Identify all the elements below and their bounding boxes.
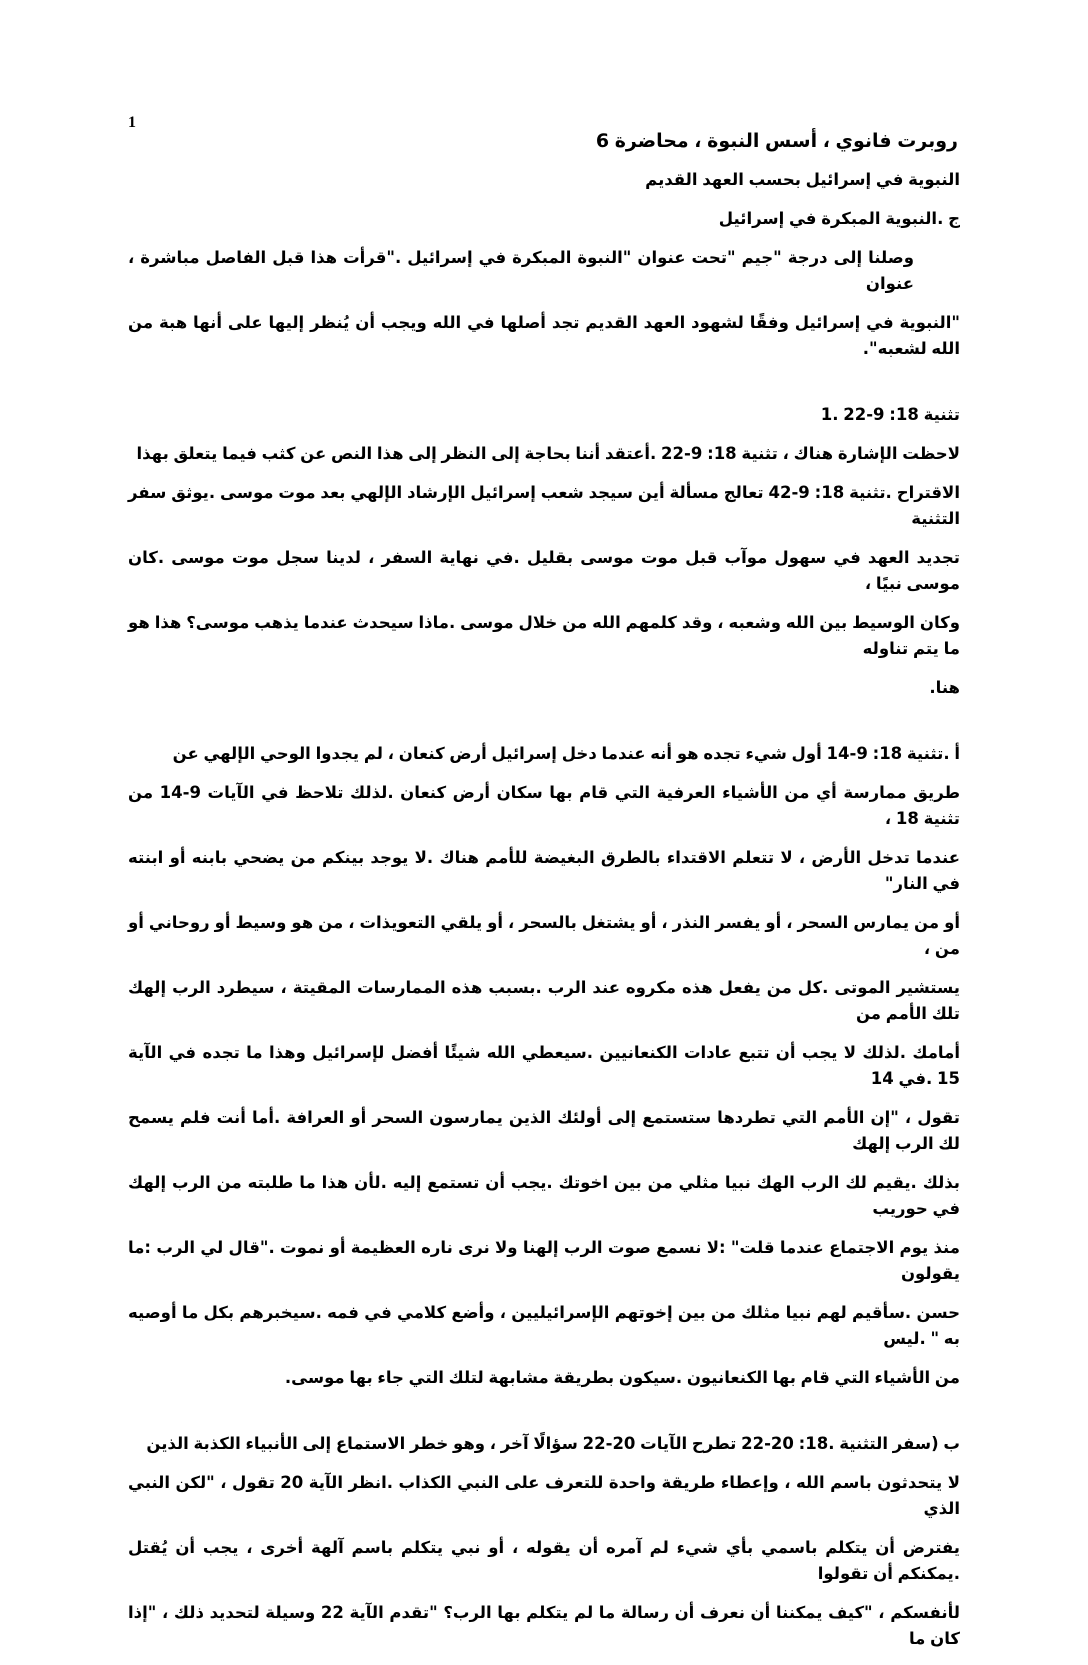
text-line: طريق ممارسة أي من الأشياء العرفية التي قام بها سكان أرض كنعان .لذلك تلاحظ في الآيات 9-14 من تثنية 18 ، <box>128 783 961 828</box>
text-line: هنا. <box>929 678 960 697</box>
text-line: لأنفسكم ، "كيف يمكننا أن نعرف أن رسالة ما لم يتكلم بها الرب؟ "تقدم الآية 22 وسيلة لتحديد ذلك ، "إذا كان ما <box>128 1603 960 1648</box>
text-line: "النبوية في إسرائيل وفقًا لشهود العهد القديم تجد أصلها في الله ويجب أن يُنظر إليها على أنها هبة من الله لشعبه". <box>128 313 960 358</box>
text-line: أو من يمارس السحر ، أو يفسر النذر ، أو يشتغل بالسحر ، أو يلقي التعويذات ، من هو وسيط أو روحاني أو من ، <box>128 913 960 958</box>
text-line: من الأشياء التي قام بها الكنعانيون .سيكون بطريقة مشابهة لتلك التي جاء بها موسى. <box>284 1368 960 1387</box>
text-line: أمامك .لذلك لا يجب أن تتبع عادات الكنعانيين .سيعطي الله شيئًا أفضل لإسرائيل وهذا ما تجده في الآية 15 .في 14 <box>128 1043 960 1088</box>
text-line: لاحظت الإشارة هناك ، تثنية 18: 9-22 .أعتقد أننا بحاجة إلى النظر إلى هذا النص عن كثب فيما يتعلق بهذا <box>136 444 960 463</box>
text-line: بذلك .يقيم لك الرب الهك نبيا مثلي من بين اخوتك .يجب أن تستمع إليه .لأن هذا ما طلبته من الرب إلهك في حوريب <box>128 1173 960 1218</box>
section-heading: النبوية في إسرائيل بحسب العهد القديم <box>645 170 960 189</box>
text-line: لا يتحدثون باسم الله ، وإعطاء طريقة واحدة للتعرف على النبي الكذاب .انظر الآية 20 تقول ، "لكن النبي الذي <box>128 1473 960 1518</box>
document-title: روبرت فانوي ، أسس النبوة ، محاضرة 6 <box>595 130 958 152</box>
text-line: الاقتراح .تثنية 18: 9-42 تعالج مسألة أين سيجد شعب إسرائيل الإرشاد الإلهي بعد موت موسى .يوثق سفر التثنية <box>128 483 960 528</box>
text-line: أ .تثنية 18: 9-14 أول شيء تجده هو أنه عندما دخل إسرائيل أرض كنعان ، لم يجدوا الوحي الإلهي عن <box>172 744 960 763</box>
text-line: وكان الوسيط بين الله وشعبه ، وقد كلمهم الله من خلال موسى .ماذا سيحدث عندما يذهب موسى؟ هذا هو ما يتم تناوله <box>128 613 960 658</box>
section-heading: ج .النبوية المبكرة في إسرائيل <box>718 209 960 228</box>
text-line: تجديد العهد في سهول موآب قبل موت موسى بقليل .في نهاية السفر ، لدينا سجل موت موسى .كان موسى نبيًا ، <box>128 548 960 593</box>
text-line: حسن .سأقيم لهم نبيا مثلك من بين إخوتهم الإسرائيليين ، وأضع كلامي في فمه .سيخبرهم بكل ما أوصيه به " .ليس <box>128 1303 960 1348</box>
text-line: منذ يوم الاجتماع عندما قلت" :لا نسمع صوت الرب إلهنا ولا نرى ناره العظيمة أو نموت ."قال لي الرب :ما يقولون <box>128 1238 960 1283</box>
page-number: 1 <box>128 114 136 131</box>
text-line: تقول ، "إن الأمم التي تطردها ستستمع إلى أولئك الذين يمارسون السحر أو العرافة .أما أنت فلم يسمح لك الرب إلهك <box>128 1108 960 1153</box>
text-line: تثنية 18: 9-22 .1 <box>820 405 960 424</box>
text-line: يستشير الموتى .كل من يفعل هذه مكروه عند الرب .بسبب هذه الممارسات المقيتة ، سيطرد الرب إلهك تلك الأمم من <box>128 978 960 1023</box>
text-line: عندما تدخل الأرض ، لا تتعلم الاقتداء بالطرق البغيضة للأمم هناك .لا يوجد بينكم من يضحي بابنه أو ابنته في النار" <box>128 848 960 893</box>
text-line: يفترض أن يتكلم باسمي بأي شيء لم آمره أن يقوله ، أو نبي يتكلم باسم آلهة أخرى ، يجب أن يُقتل .يمكنكم أن تقولوا <box>128 1538 960 1583</box>
text-line: وصلنا إلى درجة "جيم "تحت عنوان "النبوة المبكرة في إسرائيل ."قرأت هذا قبل الفاصل مباشرة ، عنوان <box>128 248 914 293</box>
document-body <box>128 0 960 1652</box>
text-line: ب (سفر التثنية .18: 20-22 تطرح الآيات 20-22 سؤالًا آخر ، وهو خطر الاستماع إلى الأنبياء الكذبة الذين <box>146 1434 960 1453</box>
